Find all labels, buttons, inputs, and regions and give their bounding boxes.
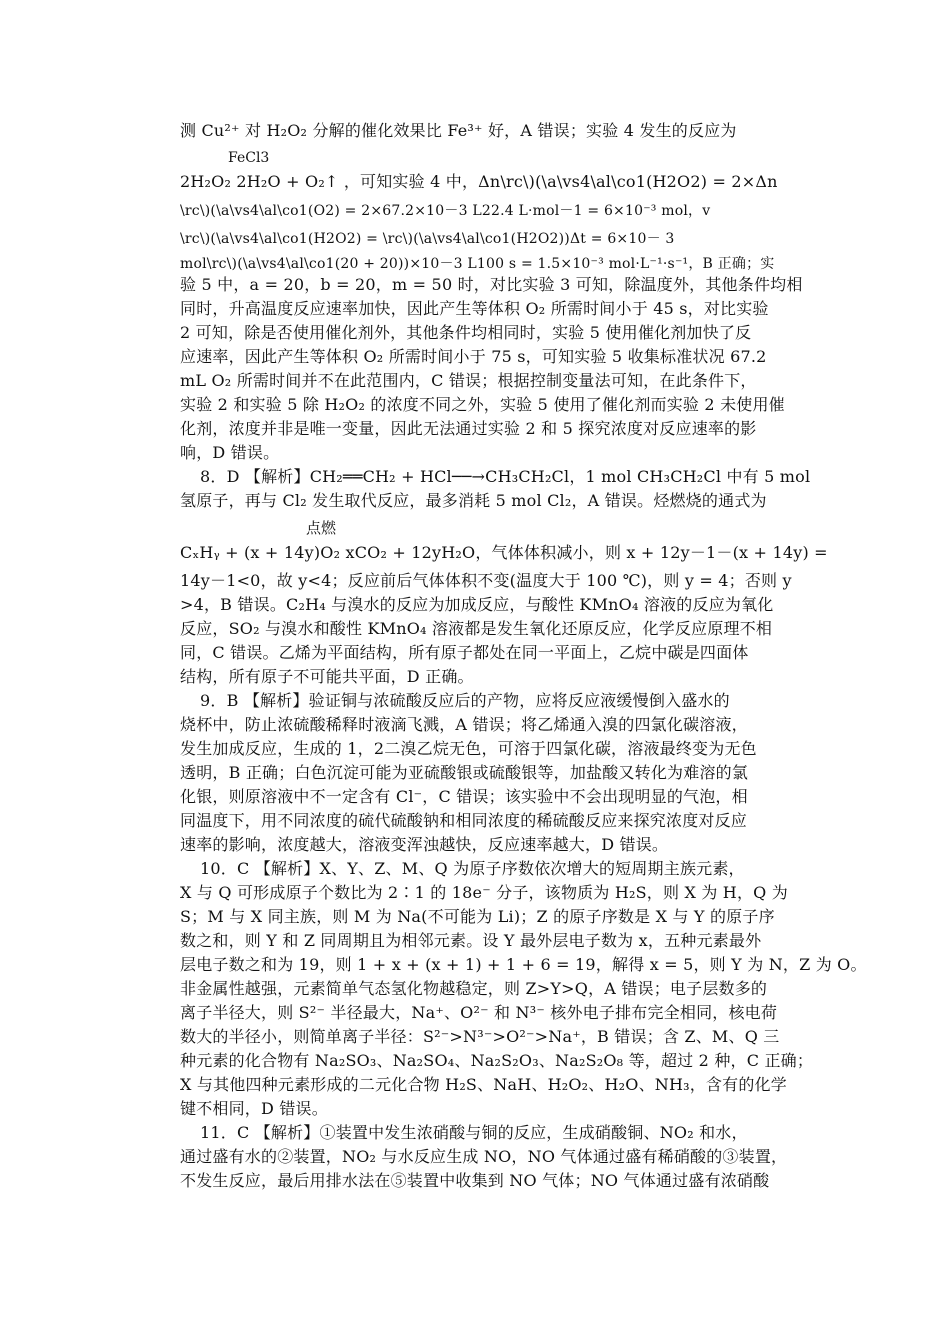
text-line: 通过盛有水的②装置，NO₂ 与水反应生成 NO，NO 气体通过盛有稀硝酸的③装置， — [180, 1147, 788, 1166]
text-line: 10．C 【解析】X、Y、Z、M、Q 为原子序数依次增大的短周期主族元素， — [200, 859, 745, 878]
text-line: 应速率，因此产生等体积 O₂ 所需时间小于 75 s，可知实验 5 收集标准状况 67.2 — [180, 347, 767, 366]
text-line: 离子半径大，则 S²⁻ 半径最大，Na⁺、O²⁻ 和 N³⁻ 核外电子排布完全相同，核电荷 — [180, 1003, 778, 1022]
text-line: 同，C 错误。乙烯为平面结构，所有原子都处在同一平面上，乙烷中碳是四面体 — [180, 643, 749, 662]
text-line: \rc\)(\a\vs4\al\co1(H2O2) = \rc\)(\a\vs4\al\co1(H2O2))Δt = 6×10－ 3 — [180, 231, 675, 247]
catalyst-label: FeCl3 — [228, 150, 270, 166]
text-line: 14y－1<0，故 y<4；反应前后气体体积不变(温度大于 100 ℃)，则 y = 4；否则 y — [180, 571, 792, 590]
text-line: 2H₂O₂ 2H₂O + O₂↑ ，可知实验 4 中，Δn\rc\)(\a\vs4\al\co1(H2O2) = 2×Δn — [180, 172, 778, 191]
text-line: 数之和，则 Y 和 Z 同周期且为相邻元素。设 Y 最外层电子数为 x，五种元素最外 — [180, 931, 762, 950]
text-line: 非金属性越强，元素简单气态氢化物越稳定，则 Z>Y>Q，A 错误；电子层数多的 — [180, 979, 768, 998]
text-line: 结构，所有原子不可能共平面，D 正确。 — [180, 667, 474, 686]
text-line: CₓHᵧ + (x + 14y)O₂ xCO₂ + 12yH₂O，气体体积减小，则 x + 12y－1－(x + 14y) = — [180, 543, 828, 562]
text-line: 不发生反应，最后用排水法在⑤装置中收集到 NO 气体；NO 气体通过盛有浓硝酸 — [180, 1171, 770, 1190]
text-line: >4，B 错误。C₂H₄ 与溴水的反应为加成反应，与酸性 KMnO₄ 溶液的反应为氧化 — [180, 595, 774, 614]
text-line: 数大的半径小，则简单离子半径：S²⁻>N³⁻>O²⁻>Na⁺，B 错误；含 Z、M、Q 三 — [180, 1027, 780, 1046]
text-line: 11．C 【解析】①装置中发生浓硝酸与铜的反应，生成硝酸铜、NO₂ 和水， — [200, 1123, 748, 1142]
text-line: S；M 与 X 同主族，则 M 为 Na(不可能为 Li)；Z 的原子序数是 X 与 Y 的原子序 — [180, 907, 775, 926]
text-line: X 与 Q 可形成原子个数比为 2∶1 的 18e⁻ 分子，该物质为 H₂S，则 X 为 H，Q 为 — [180, 883, 788, 902]
text-line: 验 5 中，a = 20，b = 20，m = 50 时，对比实验 3 可知，除温度外，其他条件均相 — [180, 275, 803, 294]
text-line: 透明，B 正确；白色沉淀可能为亚硫酸银或硫酸银等，加盐酸又转化为难溶的氯 — [180, 763, 749, 782]
text-line: 层电子数之和为 19，则 1 + x + (x + 1) + 1 + 6 = 19，解得 x = 5，则 Y 为 N，Z 为 O。 — [180, 955, 867, 974]
text-line: mL O₂ 所需时间并不在此范围内，C 错误；根据控制变量法可知，在此条件下， — [180, 371, 757, 390]
text-line: 键不相同，D 错误。 — [180, 1099, 328, 1118]
text-line: 速率的影响，浓度越大，溶液变浑浊越快，反应速率越大，D 错误。 — [180, 835, 669, 854]
text-line: 化剂，浓度并非是唯一变量，因此无法通过实验 2 和 5 探究浓度对反应速率的影 — [180, 419, 757, 438]
text-line: X 与其他四种元素形成的二元化合物 H₂S、NaH、H₂O₂、H₂O、NH₃，含有的化学 — [180, 1075, 787, 1094]
text-line: \rc\)(\a\vs4\al\co1(O2) = 2×67.2×10－3 L22.4 L·mol－1 = 6×10⁻³ mol，v — [180, 203, 711, 219]
text-line: 同时，升高温度反应速率加快，因此产生等体积 O₂ 所需时间小于 45 s，对比实验 — [180, 299, 769, 318]
text-line: mol\rc\)(\a\vs4\al\co1(20 + 20))×10－3 L100 s = 1.5×10⁻³ mol·L⁻¹·s⁻¹，B 正确；实 — [180, 256, 775, 272]
text-line: 实验 2 和实验 5 除 H₂O₂ 的浓度不同之外，实验 5 使用了催化剂而实验 2 未使用催 — [180, 395, 785, 414]
text-line: 2 可知，除是否使用催化剂外，其他条件均相同时，实验 5 使用催化剂加快了反 — [180, 323, 752, 342]
text-line: 9．B 【解析】验证铜与浓硫酸反应后的产物，应将反应液缓慢倒入盛水的 — [200, 691, 730, 710]
ignite-label: 点燃 — [306, 519, 337, 537]
text-line: 反应，SO₂ 与溴水和酸性 KMnO₄ 溶液都是发生氧化还原反应，化学反应原理不相 — [180, 619, 773, 638]
text-line: 8．D 【解析】CH₂══CH₂ + HCl──→CH₃CH₂Cl，1 mol CH₃CH₂Cl 中有 5 mol — [200, 467, 811, 486]
text-line: 测 Cu²⁺ 对 H₂O₂ 分解的催化效果比 Fe³⁺ 好，A 错误；实验 4 发生的反应为 — [180, 121, 737, 140]
text-line: 种元素的化合物有 Na₂SO₃、Na₂SO₄、Na₂S₂O₃、Na₂S₂O₈ 等，超过 2 种，C 正确； — [180, 1051, 814, 1070]
text-line: 发生加成反应，生成的 1，2二溴乙烷无色，可溶于四氯化碳，溶液最终变为无色 — [180, 739, 757, 758]
text-line: 烧杯中，防止浓硫酸稀释时液滴飞溅，A 错误；将乙烯通入溴的四氯化碳溶液， — [180, 715, 748, 734]
text-line: 同温度下，用不同浓度的硫代硫酸钠和相同浓度的稀硫酸反应来探究浓度对反应 — [180, 811, 748, 830]
text-line: 氢原子，再与 Cl₂ 发生取代反应，最多消耗 5 mol Cl₂，A 错误。烃燃烧的通式为 — [180, 491, 767, 510]
text-line: 响，D 错误。 — [180, 443, 280, 462]
text-line: 化银，则原溶液中不一定含有 Cl⁻，C 错误；该实验中不会出现明显的气泡，相 — [180, 787, 748, 806]
